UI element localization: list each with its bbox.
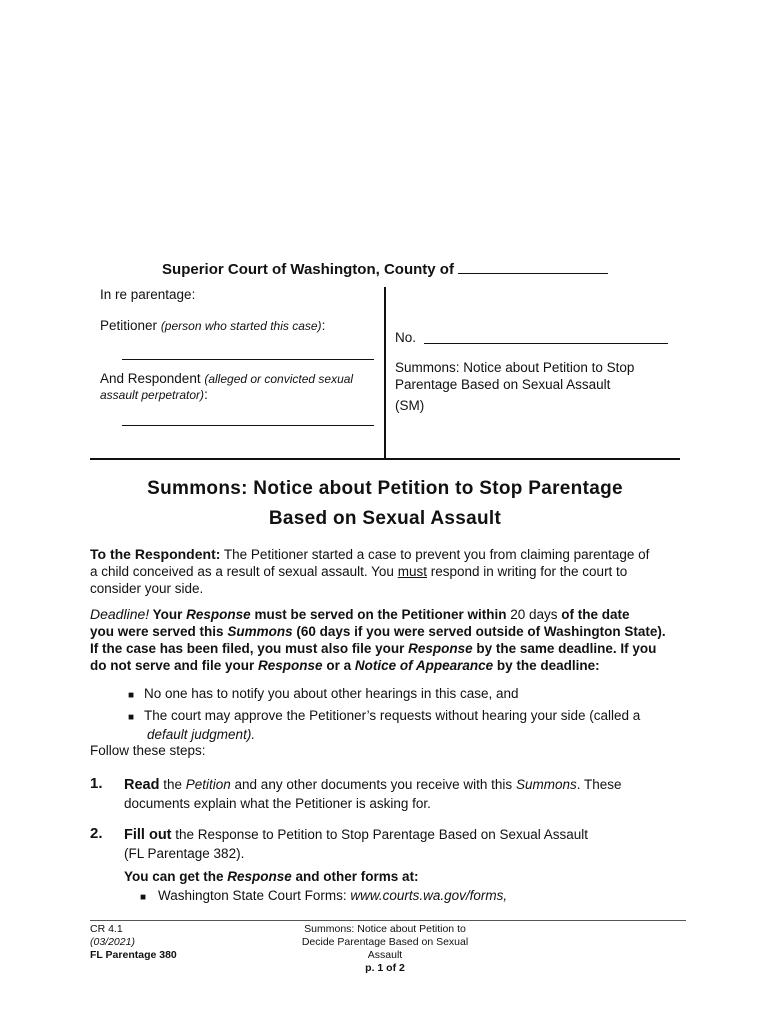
step-2-text: Fill out the Response to Petition to Stop Parentage Based on Sexual Assault (FL Parentage 382). [124,827,589,861]
footer-left: CR 4.1 (03/2021) FL Parentage 380 [90,923,177,961]
list-item: ■ The court may approve the Petitioner’s requests without hearing your side (called a [128,707,688,726]
list-item: ■ Washington State Court Forms: www.courts.wa.gov/forms, [124,887,684,906]
bullet-icon: ■ [140,892,147,903]
follow-steps-label: Follow these steps: [90,743,206,758]
caption-bottom-rule [90,458,680,460]
step-2-number: 2. [90,825,103,842]
step-1-text: Read the Petition and any other documents you receive with this Summons. These documents explain what the Petitioner is asking for. [124,777,622,811]
footer-rule [90,920,686,921]
footer-center: Summons: Notice about Petition to Decide Parentage Based on Sexual Assault p. 1 of 2 [270,923,500,975]
caption-divider [384,287,386,460]
case-number-label: No. [395,330,417,345]
page-title-line1: Summons: Notice about Petition to Stop Parentage [147,478,623,499]
forms-source: You can get the Response and other forms at: ■ Washington State Court Forms: www.courts.wa.gov/forms, [124,868,684,906]
court-title: Superior Court of Washington, County of [0,261,770,278]
forms-link[interactable]: www.courts.wa.gov/forms, [350,888,508,903]
page-number: p. 1 of 2 [365,962,405,974]
bullet-icon: ■ [128,690,135,701]
consequence-list: ■ No one has to notify you about other hearings in this case, and ■ The court may approve the Petitioner’s requests without hearing your side (called a default judgment). [128,685,688,743]
caption-doc-title: Summons: Notice about Petition to Stop Parentage Based on Sexual Assault (SM) [395,360,635,413]
respondent-label: And Respondent (alleged or convicted sexual assault perpetrator): [100,371,354,402]
petitioner-name-line[interactable] [122,359,374,360]
bullet-icon: ■ [128,712,135,723]
county-blank[interactable] [458,261,608,274]
step-1-number: 1. [90,775,103,792]
in-re-label: In re parentage: [100,287,196,302]
intro-paragraph: To the Respondent: The Petitioner started a case to prevent you from claiming parentage of a child conceived as a result of sexual assault. You must respond in writing for the court to consider your side. [90,546,650,596]
deadline-paragraph: Deadline! Your Response must be served on the Petitioner within 20 days of the date you were served this Summons (60 days if you were served outside of Washington State). If the case has been filed, you must also file your Response by the same deadline. If you do not serve and file your Response or a Notice of Appearance by the deadline: [90,606,666,673]
respondent-name-line[interactable] [122,425,374,426]
case-number-line[interactable] [424,343,668,344]
page-title-line2: Based on Sexual Assault [268,508,502,529]
list-item: ■ No one has to notify you about other hearings in this case, and [128,685,688,704]
petitioner-label: Petitioner (person who started this case): [100,318,326,333]
